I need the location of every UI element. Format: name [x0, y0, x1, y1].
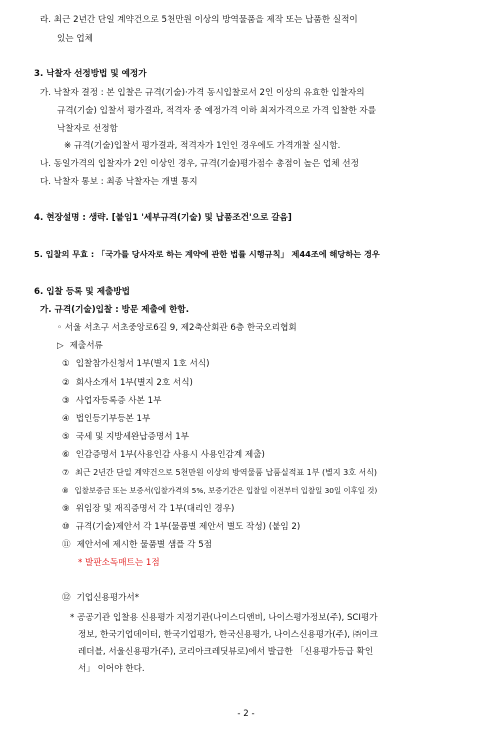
list-item [62, 377, 193, 389]
item-text: 제안서에 제시한 물품별 샘플 각 5점 [76, 540, 212, 550]
list-item [62, 395, 161, 407]
item-text: 국세 및 지방세완납증명서 1부 [75, 432, 190, 442]
item-number: ③ [62, 396, 70, 406]
section-6-address: ◦ 서울 서초구 서초중앙로6길 9, 제2축산회관 6층 한국오리협회 [57, 323, 297, 333]
item-number: ④ [62, 414, 70, 424]
item-text: 법인등기부등본 1부 [75, 414, 151, 424]
item-number: ⑪ [62, 540, 71, 550]
list-item [62, 521, 300, 533]
credit-note-line2: 정보, 한국기업데이터, 한국기업평가, 한국신용평가, 나이스신용평가(주), ㈜이크 [78, 630, 378, 640]
item-number: ① [62, 359, 70, 369]
item-number: ② [62, 378, 70, 388]
item-text: 기업신용평가서* [76, 593, 140, 603]
list-item [62, 467, 377, 479]
item-text: 입찰보증금 또는 보증서(입찰가격의 5%, 보증기간은 입찰일 이전부터 입찰일 30일 이후일 것) [74, 486, 378, 495]
item-text: 회사소개서 1부(별지 2호 서식) [75, 378, 193, 388]
item-number: ⑧ [62, 486, 69, 495]
credit-note-line1: * 공공기관 입찰용 신용평가 지정기관(나이스디앤비, 나이스평가정보(주), SCI평가 [70, 613, 378, 623]
item-text: 위임장 및 재직증명서 각 1부(대리인 경우) [75, 504, 235, 514]
item-number: ⑦ [62, 468, 70, 477]
item-number: ⑨ [62, 504, 70, 514]
list-item [62, 431, 189, 443]
list-item [62, 413, 150, 425]
credit-note-line3: 레더블, 서울신용평가(주), 코리아크레딧뷰로)에서 발급한 「신용평가등급 확인 [78, 647, 374, 657]
list-item [62, 539, 212, 551]
item-number: ⑤ [62, 432, 70, 442]
section-3-da: 다. 낙찰자 통보 : 최종 낙찰자는 개별 통지 [40, 177, 198, 187]
section-3-ga-line1: 가. 낙찰자 결정 : 본 입찰은 규격(기술)·가격 동시입찰로서 2인 이상의 유효한 입찰자의 [40, 88, 365, 98]
list-item [62, 485, 377, 497]
triangle-bullet-icon: ▷ [57, 341, 64, 351]
item-number: ⑥ [62, 450, 70, 460]
paragraph-la-cont: 있는 업체 [57, 34, 93, 44]
list-item-12 [62, 592, 139, 604]
section-3-title: 3. 낙찰자 선정방법 및 예정가 [34, 69, 147, 79]
item-text: 인감증명서 1부(사용인감 사용시 사용인감계 제출) [75, 450, 265, 460]
list-item [62, 503, 234, 515]
list-item [62, 449, 265, 461]
section-6-ga: 가. 규격(기술)입찰 : 방문 제출에 한함. [40, 305, 190, 315]
item-number: ⑩ [62, 522, 70, 532]
item-number: ⑫ [62, 593, 71, 603]
section-3-ga-line3: 낙찰자로 선정함 [57, 124, 118, 134]
section-5: 5. 입찰의 무효 : 「국가를 당사자로 하는 계약에 관한 법률 시행규칙」 제44조에 해당하는 경우 [34, 249, 380, 259]
section-3-ga-line2: 규격(기술) 입찰서 평가결과, 적격자 중 예정가격 이하 최저가격으로 가격 입찰한 자를 [57, 106, 377, 116]
sample-note: * 발판소독매트는 1점 [78, 558, 160, 568]
paragraph-la: 라. 최근 2년간 단일 계약건으로 5천만원 이상의 방역물품을 제작 또는 납품한 실적이 [40, 15, 358, 25]
item-text: 사업자등록증 사본 1부 [75, 396, 162, 406]
section-3-note: ※ 규격(기술)입찰서 평가결과, 적격자가 1인인 경우에도 가격개찰 실시함. [64, 141, 341, 151]
section-3-na: 나. 동일가격의 입찰자가 2인 이상인 경우, 규격(기술)평가점수 총점이 높은 업체 선정 [40, 159, 359, 169]
section-6-docs-heading [57, 340, 103, 352]
page-number: - 2 - [237, 709, 255, 719]
section-6-title: 6. 입찰 등록 및 제출방법 [34, 287, 130, 297]
section-4: 4. 현장설명 : 생략. [붙임1 '세부규격(기술) 및 납품조건'으로 갈음] [34, 213, 292, 223]
docs-heading-label: 제출서류 [69, 341, 103, 351]
item-text: 최근 2년간 단일 계약건으로 5천만원 이상의 방역물품 납품실적표 1부 (별지 3호 서식) [75, 468, 378, 477]
credit-note-line4: 서」 이어야 한다. [78, 664, 145, 674]
item-text: 규격(기술)제안서 각 1부(물품별 제안서 별도 작성) (붙임 2) [75, 522, 301, 532]
item-text: 입찰참가신청서 1부(별지 1호 서식) [75, 359, 210, 369]
list-item [62, 358, 209, 370]
